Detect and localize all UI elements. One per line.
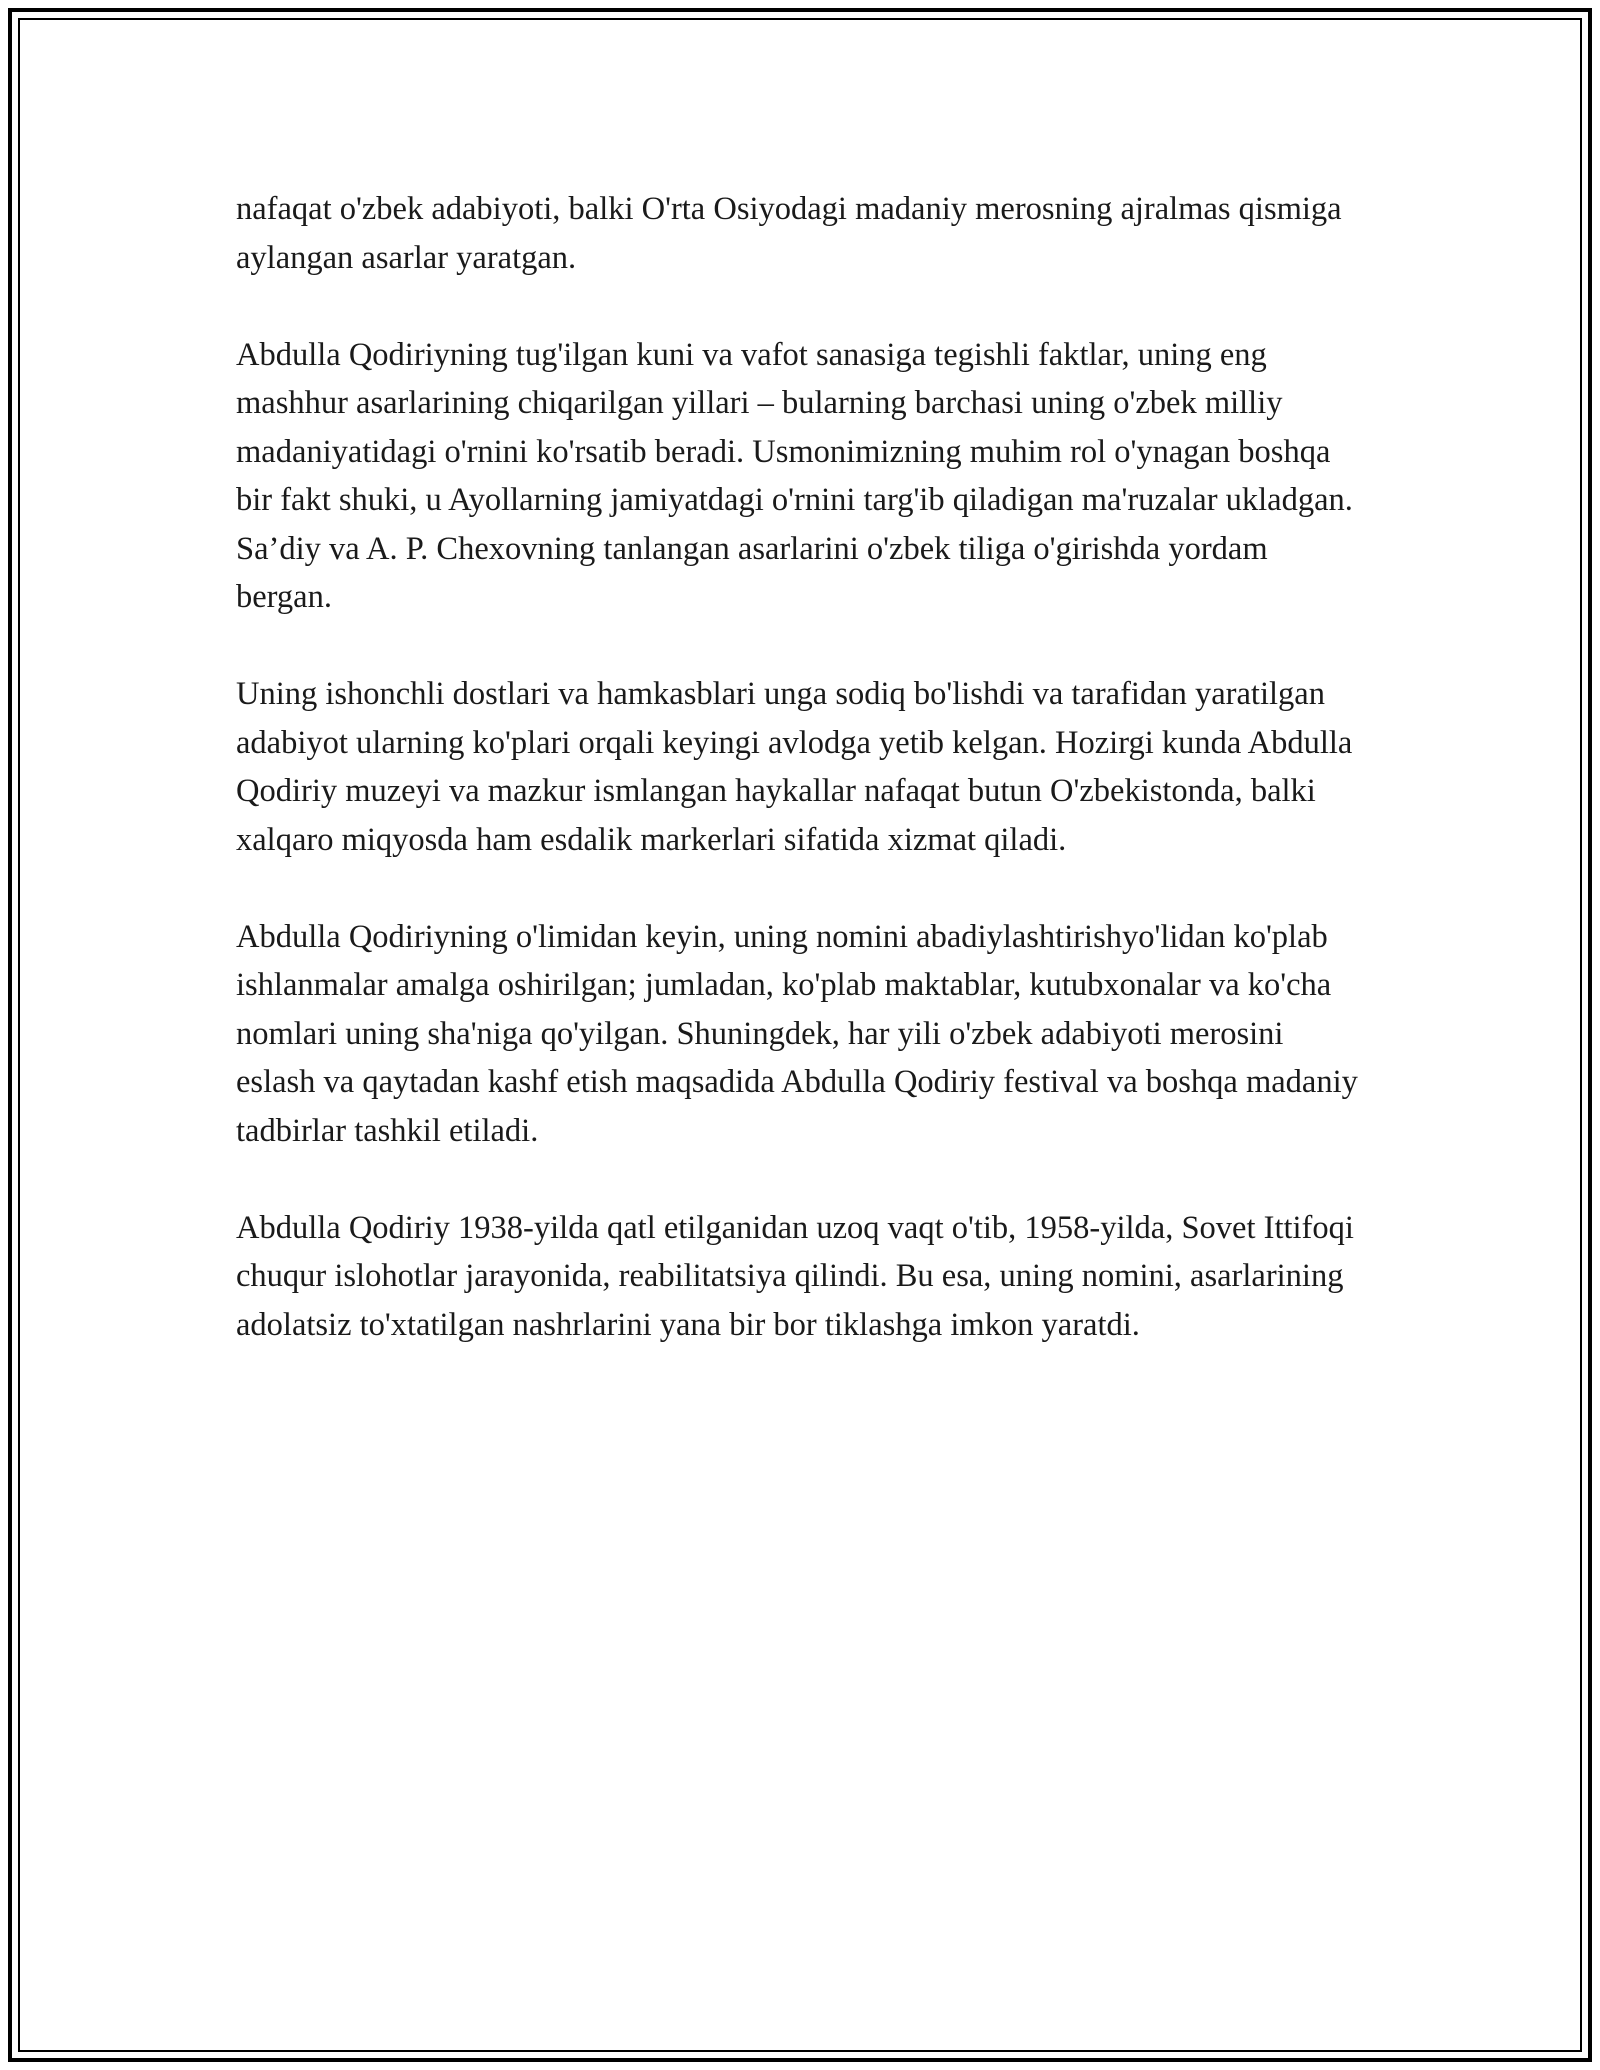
paragraph-4: Abdulla Qodiriyning o'limidan keyin, uning nomini abadiylashtirishyo'lidan ko'plab ishlanmalar amalga oshirilgan; jumladan, ko'plab maktablar, kutubxonalar va ko'cha nomlari uning sha'niga qo'yilgan. Shuningdek, har yili o'zbek adabiyoti merosini eslash va qaytadan kashf etish maqsadida Abdulla Qodiriy festival va boshqa madaniy tadbirlar tashkil etiladi. xyxy=(236,918,1358,1149)
paragraph-3: Uning ishonchli dostlari va hamkasblari unga sodiq bo'lishdi va tarafidan yaratilgan adabiyot ularning ko'plari orqali keyingi avlodga yetib kelgan. Hozirgi kunda Abdulla Qodiriy muzeyi va mazkur ismlangan haykallar nafaqat butun O'zbekistonda, balki xalqaro miqyosda ham esdalik markerlari sifatida xizmat qiladi. xyxy=(236,676,1353,858)
paragraph-5: Abdulla Qodiriy 1938-yilda qatl etilganidan uzoq vaqt o'tib, 1958-yilda, Sovet Ittifoqi chuqur islohotlar jarayonida, reabilitatsiya qilindi. Bu esa, uning nomini, asarlarining adolatsiz to'xtatilgan nashrlarini yana bir bor tiklashga imkon yaratdi. xyxy=(236,1209,1354,1343)
paragraph-2: Abdulla Qodiriyning tug'ilgan kuni va vafot sanasiga tegishli faktlar, uning eng mashhur asarlarining chiqarilgan yillari – bularning barchasi uning o'zbek milliy madaniyatidagi o'rnini ko'rsatib beradi. Usmonimizning muhim rol o'ynagan boshqa bir fakt shuki, u Ayollarning jamiyatdagi o'rnini targ'ib qiladigan ma'ruzalar ukladgan. Sa’diy va A. P. Chexovning tanlangan asarlarini o'zbek tiliga o'girishda yordam bergan. xyxy=(236,336,1353,615)
paragraph-1: nafaqat o'zbek adabiyoti, balki O'rta Osiyodagi madaniy merosning ajralmas qismiga aylangan asarlar yaratgan. xyxy=(236,191,1342,276)
document-body xyxy=(236,185,1370,1349)
